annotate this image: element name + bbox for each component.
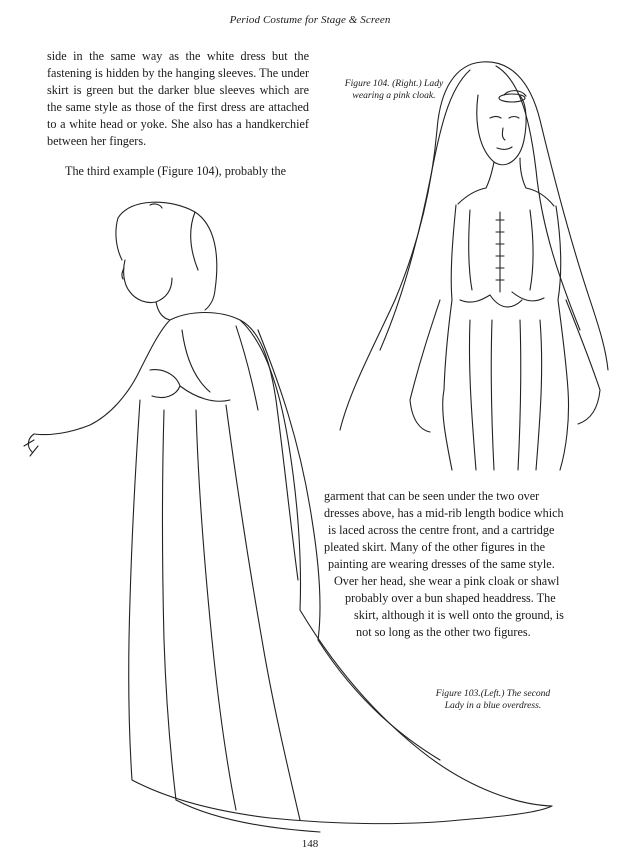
text-line: probably over a bun shaped headdress. The — [345, 591, 556, 605]
figure-104-illustration — [340, 62, 608, 470]
paragraph-text: The third example (Figure 104), probably the — [65, 164, 287, 178]
text-line: skirt, although it is well onto the ground, is — [354, 608, 564, 622]
page-number: 148 — [301, 838, 319, 850]
text-line: painting are wearing dresses of the same style. — [328, 557, 555, 571]
paragraph-third-example-continued — [324, 488, 604, 641]
text-line: not so long as the other two figures. — [356, 625, 531, 639]
text-line: dresses above, has a mid-rib length bodice which — [324, 506, 564, 520]
caption-figure-104: Figure 104. (Right.) Lady wearing a pink cloak. — [344, 78, 444, 101]
text-line: garment that can be seen under the two over — [324, 489, 540, 503]
text-line: is laced across the centre front, and a cartridge — [328, 523, 555, 537]
text-line: Over her head, she wear a pink cloak or shawl — [334, 574, 560, 588]
running-head: Period Costume for Stage & Screen — [229, 14, 391, 26]
caption-figure-103: Figure 103.(Left.) The second Lady in a blue overdress. — [435, 688, 551, 711]
text-line: pleated skirt. Many of the other figures in the — [324, 540, 546, 554]
paragraph-text: side in the same way as the white dress but the fastening is hidden by the hanging sleeves. The under skirt is green but the darker blue sleeves which are the same style as those of the first dress are attached to a white head or yoke. She also has a handkerchief between her fingers. — [47, 49, 309, 148]
